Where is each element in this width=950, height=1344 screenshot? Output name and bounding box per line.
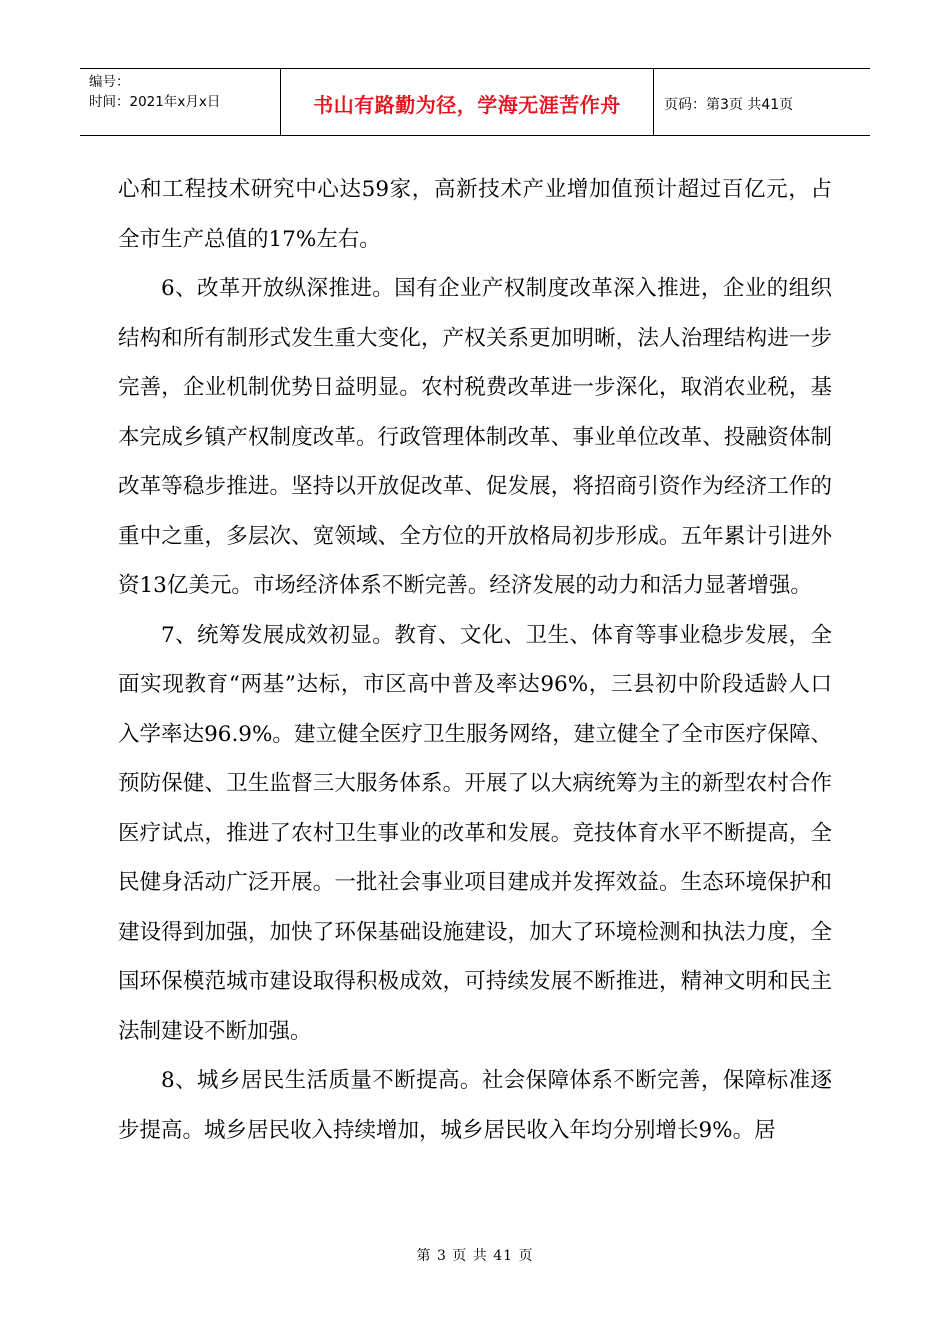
header-motto-cell xyxy=(281,69,654,135)
serial-number-label: 编号： xyxy=(89,74,130,90)
header-page-number: 页码：第3页 共41页 xyxy=(664,96,794,113)
paragraph-continuation: 心和工程技术研究中心达59家，高新技术产业增加值预计超过百亿元，占全市生产总值的17%左右。 xyxy=(118,177,832,252)
header-meta-cell xyxy=(80,69,281,135)
header-page-cell xyxy=(654,69,870,135)
page-footer xyxy=(0,1245,950,1265)
paragraph-reform-opening: 6、改革开放纵深推进。国有企业产权制度改革深入推进，企业的组织结构和所有制形式发生重大变化，产权关系更加明晰，法人治理结构进一步完善，企业机制优势日益明显。农村税费改革进一步深化，取消农业税，基本完成乡镇产权制度改革。行政管理体制改革、事业单位改革、投融资体制改革等稳步推进。坚持以开放促改革、促发展，将招商引资作为经济工作的重中之重，多层次、宽领域、全方位的开放格局初步形成。五年累计引进外资13亿美元。市场经济体系不断完善。经济发展的动力和活力显著增强。 xyxy=(118,276,832,598)
date-label: 时间：2021年x月x日 xyxy=(89,94,221,110)
header-motto: 书山有路勤为径，学海无涯苦作舟 xyxy=(313,93,621,117)
paragraph-coordinated-development: 7、统筹发展成效初显。教育、文化、卫生、体育等事业稳步发展，全面实现教育“两基”达标，市区高中普及率达96%，三县初中阶段适龄人口入学率达96.9%。建立健全医疗卫生服务网络，建立健全了全市医疗保障、预防保健、卫生监督三大服务体系。开展了以大病统筹为主的新型农村合作医疗试点，推进了农村卫生事业的改革和发展。竞技体育水平不断提高，全民健身活动广泛开展。一批社会事业项目建成并发挥效益。生态环境保护和建设得到加强，加快了环保基础设施建设，加大了环境检测和执法力度，全国环保模范城市建设取得积极成效，可持续发展不断推进，精神文明和民主法制建设不断加强。 xyxy=(118,622,832,1044)
document-body xyxy=(118,165,832,1155)
paragraph-living-quality: 8、城乡居民生活质量不断提高。社会保障体系不断完善，保障标准逐步提高。城乡居民收入持续增加，城乡居民收入年均分别增长9%。居 xyxy=(118,1068,832,1143)
page-header xyxy=(80,68,870,136)
footer-page-number: 第 3 页 共 41 页 xyxy=(416,1248,534,1264)
